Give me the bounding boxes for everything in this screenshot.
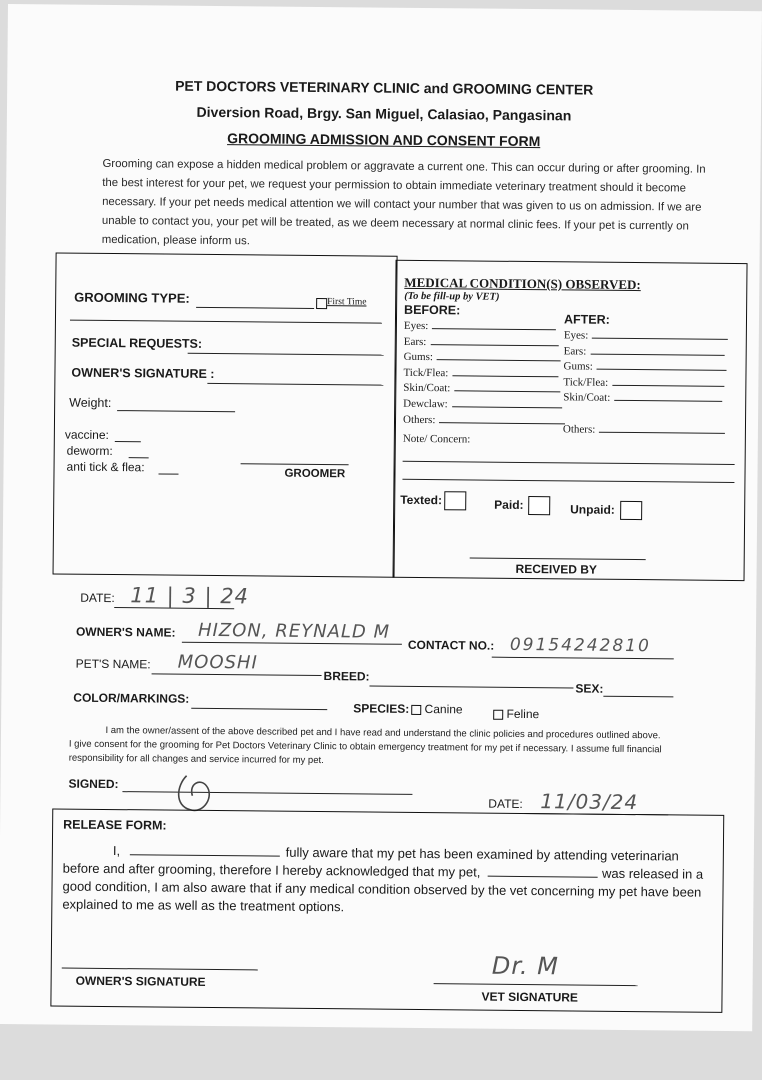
signed-date-value: 11/03/24 [540,789,639,815]
pet-name-line[interactable] [152,673,322,676]
before-item: Others: [403,412,566,429]
feline-checkbox[interactable] [493,710,503,720]
grooming-section [53,252,398,577]
paid-checkbox[interactable] [528,496,550,515]
texted-label: Texted: [400,492,443,508]
breed-label: BREED: [323,669,370,684]
note-line-2[interactable] [402,479,734,483]
signed-date-label: DATE: [488,796,523,811]
before-item: Gums: [404,350,567,367]
feline-option[interactable] [493,707,539,721]
vet-sig-line[interactable] [434,983,638,986]
before-item: Ears: [404,334,567,351]
note-line-1[interactable] [403,461,735,465]
owner-sig-line[interactable] [62,968,258,971]
first-time-label: First Time [327,297,367,308]
deworm-field[interactable] [129,457,149,458]
after-item: Eyes: [564,328,729,345]
grooming-type-field-2[interactable] [70,320,382,324]
anti-tick-label: anti tick & flea: [66,459,145,475]
after-item: Others: [563,422,728,439]
medical-title: MEDICAL CONDITION(S) OBSERVED: [404,274,641,293]
received-by-label: RECEIVED BY [515,561,598,577]
before-item: Eyes: [404,319,567,336]
owner-signature-field[interactable] [207,383,383,386]
consent-line-1: I am the owner/assent of the above described pet and I have read and understand the clinic policies and procedures outlined above. [105,724,661,742]
before-item: Dewclaw: [403,397,566,414]
release-form-section [50,808,724,1012]
contact-value: 09154242810 [509,634,651,657]
after-item: Skin/Coat: [563,391,728,408]
signed-label: SIGNED: [68,776,119,792]
first-time-checkbox[interactable] [316,298,327,309]
before-list [403,319,566,430]
canine-checkbox[interactable] [411,705,421,715]
owner-name-label: OWNER'S NAME: [75,624,176,640]
anti-tick-field[interactable] [158,473,178,474]
consent-line-2: I give consent for the grooming for Pet Doctors Veterinary Clinic to obtain emergency treatment for my pet if necessary. I assume full financial [68,738,662,756]
weight-label: Weight: [69,395,112,411]
medical-section [393,260,748,581]
vaccine-field[interactable] [115,441,141,442]
species-label: SPECIES: [353,701,410,716]
contact-line[interactable] [492,657,674,660]
owner-name-value: HIZON, REYNALD M [197,619,391,643]
vaccine-label: vaccine: [64,427,109,442]
grooming-type-label: GROOMING TYPE: [74,289,190,306]
before-item: Tick/Flea: [403,366,566,383]
paid-label: Paid: [494,497,524,512]
form-title: GROOMING ADMISSION AND CONSENT FORM [227,130,541,150]
after-item: Tick/Flea: [563,375,728,392]
release-title: RELEASE FORM: [63,817,167,833]
medical-subtitle: (To be fill-up by VET) [404,290,500,303]
breed-line[interactable] [369,686,573,689]
sex-label: SEX: [575,681,604,696]
release-line-3: good condition, I am also aware that if any medical condition observed by the vet concerning my pet have been [62,878,702,900]
sex-line[interactable] [603,696,673,698]
feline-label: Feline [506,706,540,722]
date-label: DATE: [80,590,115,606]
special-requests-field[interactable] [188,353,384,356]
after-item: Gums: [563,360,728,377]
pet-name-value: MOOSHI [177,651,258,674]
release-line-1: I, fully aware that my pet has been examined by attending veterinarian [112,843,679,864]
signed-line[interactable] [122,791,412,795]
release-body [62,842,718,920]
date-value: 11 | 3 | 24 [130,583,250,609]
clinic-address: Diversion Road, Brgy. San Miguel, Calasiao, Pangasinan [196,103,572,124]
unpaid-checkbox[interactable] [620,501,642,520]
pet-name-label: PET'S NAME: [75,656,151,672]
clinic-name: PET DOCTORS VETERINARY CLINIC and GROOMING CENTER [175,77,594,98]
groomer-signature-line[interactable] [241,463,349,465]
consent-line-3: responsibility for all changes and service incurred for my pet. [68,752,324,767]
weight-field[interactable] [117,410,235,412]
vet-sig-label: VET SIGNATURE [481,989,579,1005]
grooming-type-field[interactable] [196,307,314,309]
release-line-4: explained to me as well as the treatment options. [62,896,345,915]
release-line-2: before and after grooming, therefore I hereby acknowledged that my pet, was released in a [62,860,704,882]
owner-sig-label: OWNER'S SIGNATURE [75,973,206,989]
texted-checkbox[interactable] [444,491,466,510]
intro-paragraph: Grooming can expose a hidden medical problem or aggravate a current one. This can occur during or after grooming. In the best interest for your pet, we request your permission to obtain immediate veterinary treatment should it become necessary. If your pet needs medical attention we will contact your number that was given to us on admission. If we are unable to contact you, your pet will be treated, as we deem necessary at normal clinic fees. If your pet is currently on medication, please inform us. [101,157,706,248]
special-requests-label: SPECIAL REQUESTS: [71,335,203,351]
after-list [563,328,728,439]
groomer-label: GROOMER [284,467,346,481]
owner-signature-label: OWNER'S SIGNATURE : [71,365,215,381]
contact-label: CONTACT NO.: [407,637,495,653]
note-label: Note/ Concern: [402,432,471,446]
canine-label: Canine [424,702,463,717]
color-line[interactable] [191,708,327,710]
after-label: AFTER: [563,312,610,327]
before-item: Skin/Coat: [403,381,566,398]
unpaid-label: Unpaid: [570,502,615,517]
before-label: BEFORE: [404,302,461,318]
consent-form-page [0,4,762,1031]
vet-sig-value: Dr. M [491,951,560,981]
canine-option[interactable] [411,702,463,716]
color-label: COLOR/MARKINGS: [73,690,190,706]
received-by-line[interactable] [470,557,646,560]
after-item: Ears: [564,344,729,361]
deworm-label: deworm: [66,443,113,459]
